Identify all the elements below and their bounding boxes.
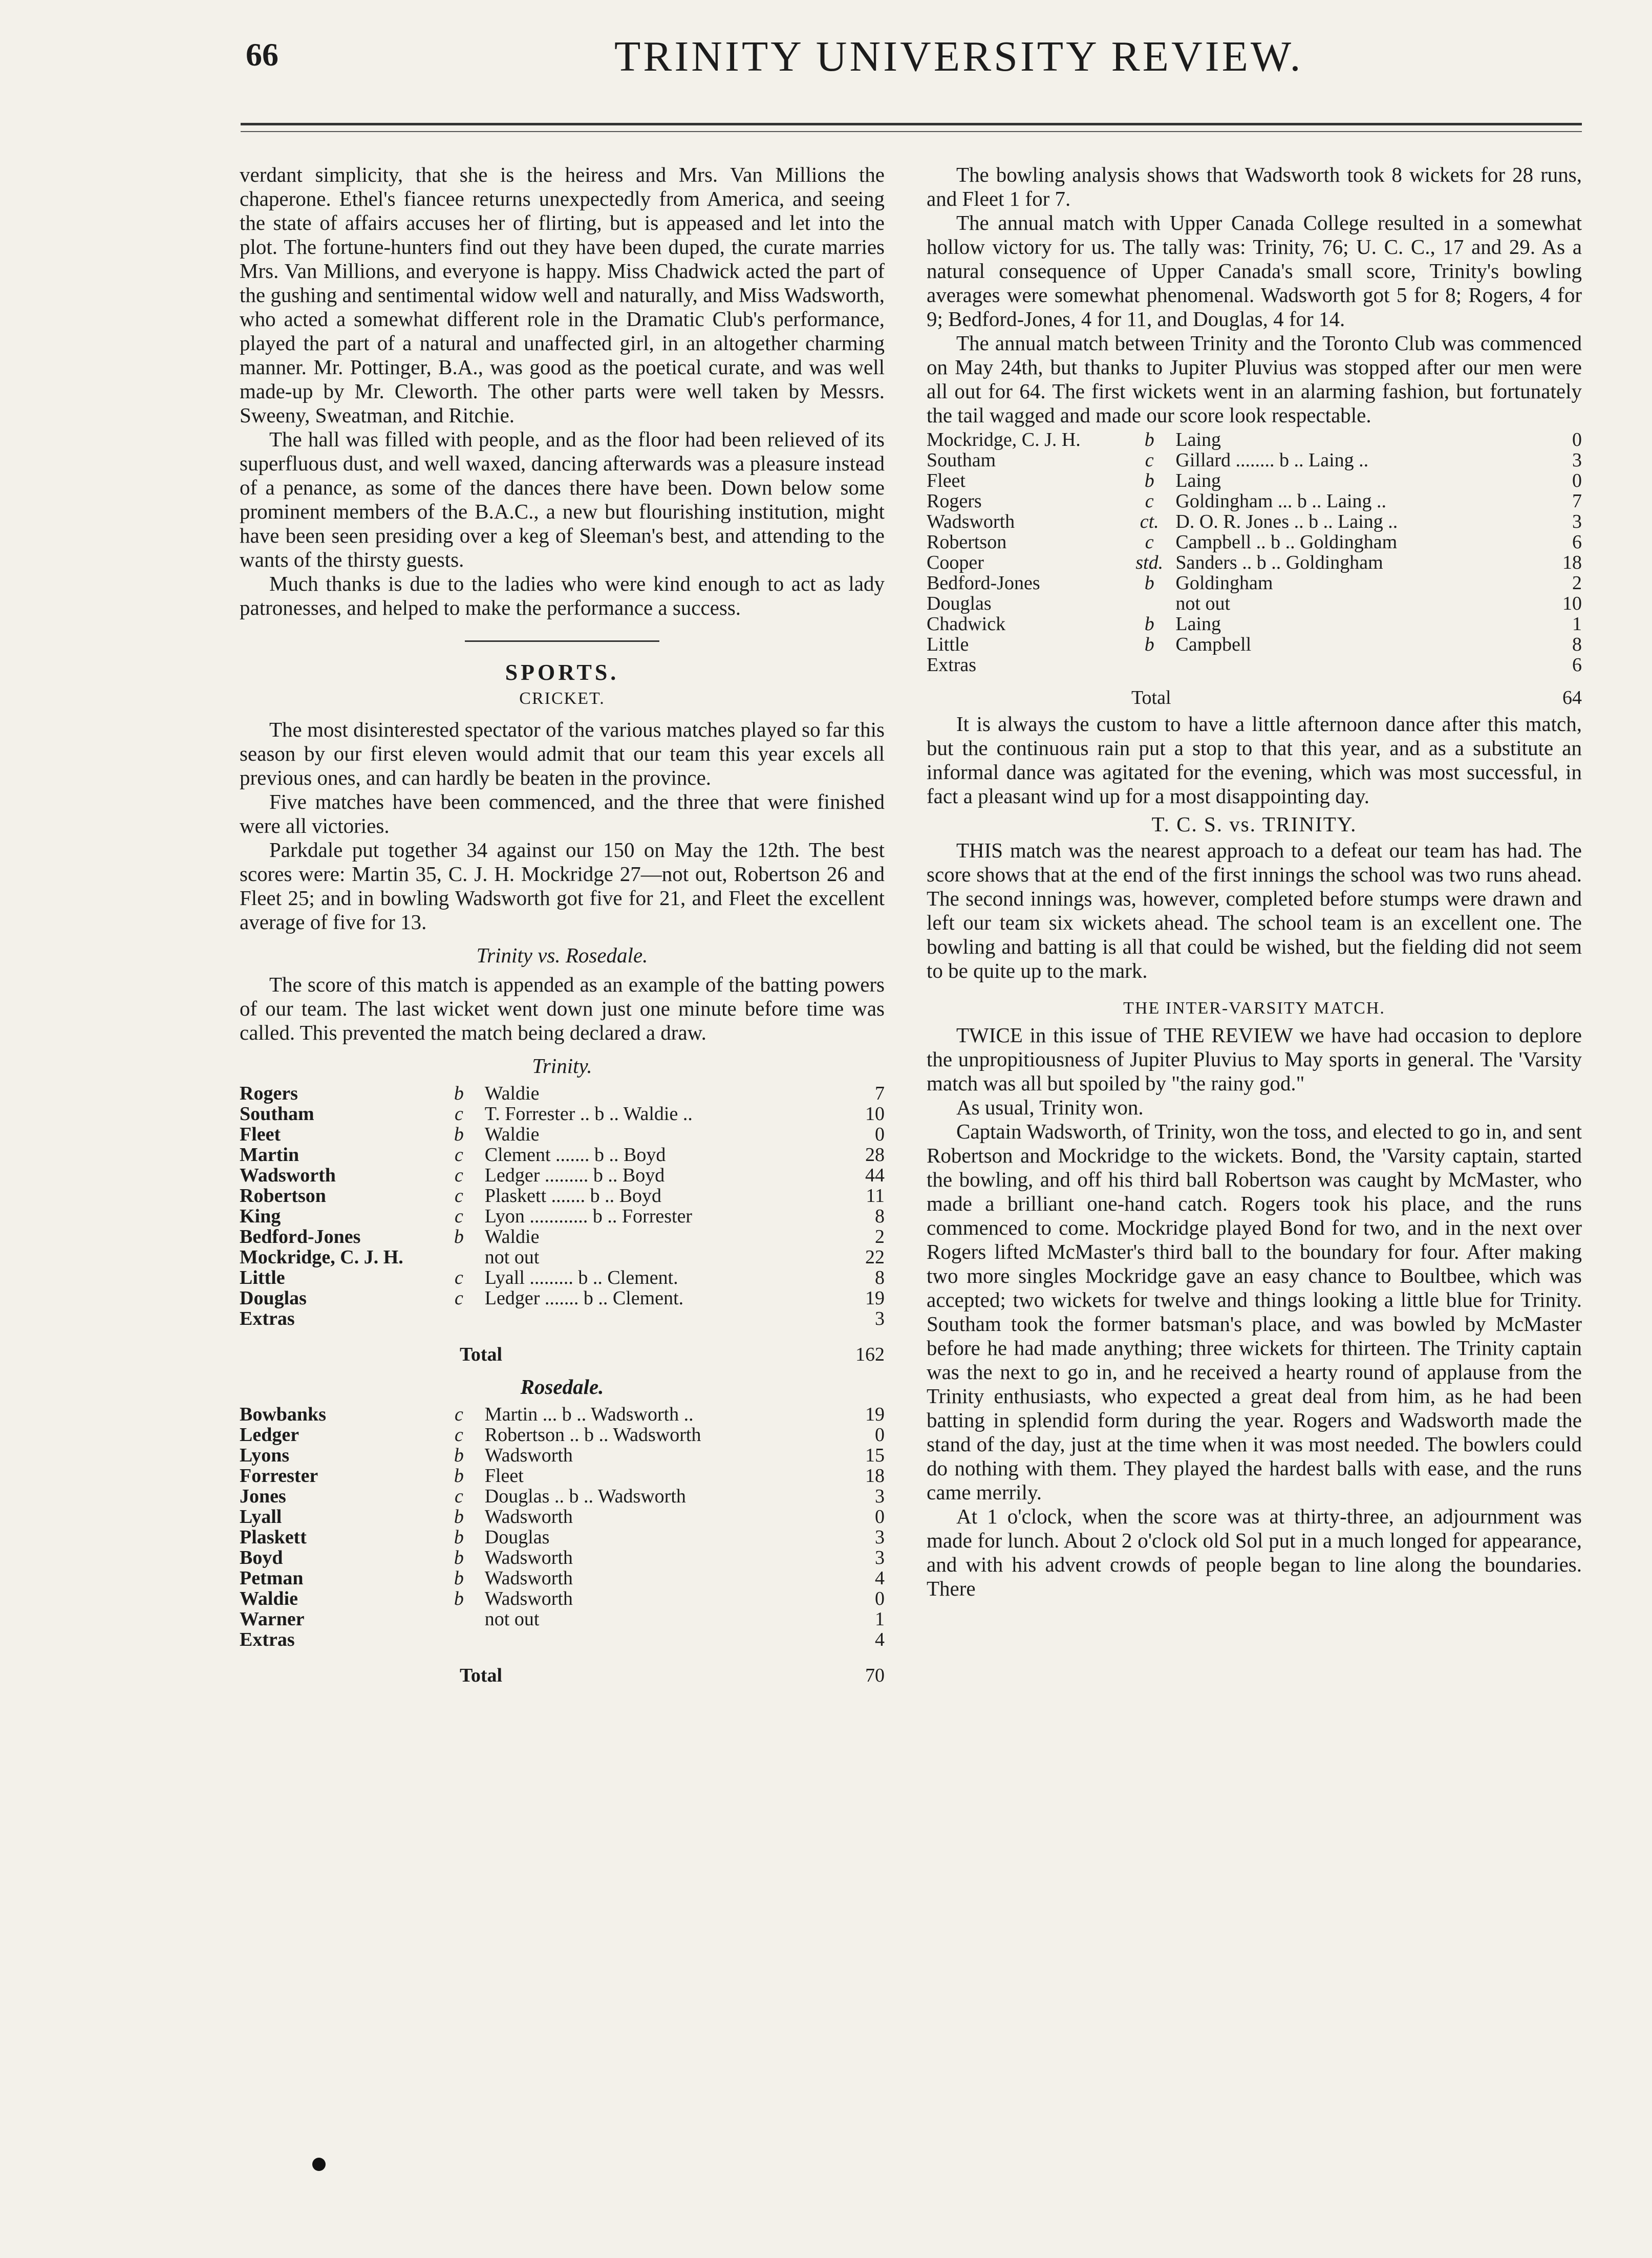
score-row [240,1145,885,1165]
score-row [240,1083,885,1104]
score-row [240,1527,885,1547]
paragraph: As usual, Trinity won. [956,1095,1144,1119]
batsman-name: Chadwick [927,613,1006,635]
dismissal-detail: T. Forrester .. b .. Waldie .. [484,1103,693,1125]
dismissal-detail: Lyall ......... b .. Clement. [484,1267,678,1288]
dismissal-type [433,1629,485,1650]
paragraph: The bowling analysis shows that Wadsworth took 8 wickets for 28 runs, and Fleet 1 for 7. [927,163,1582,210]
team-heading-rosedale: Rosedale. [520,1375,604,1399]
ink-spot [312,2158,326,2171]
runs: 44 [865,1165,885,1186]
score-row [240,1425,885,1445]
dismissal-type: b [454,1506,464,1528]
score-row [240,1547,885,1568]
runs: 19 [865,1404,885,1425]
dismissal-type: c [454,1144,463,1166]
total-row [240,1343,885,1366]
dismissal-detail: not out [1175,593,1231,614]
runs: 4 [875,1567,885,1589]
paragraph: The most disinterested spectator of the various matches played so far this season by our first eleven would admit that our team this year excels all previous ones, and can hardly be beaten in the province. [240,718,885,789]
dismissal-type: b [454,1445,464,1466]
paragraph: THIS match was the nearest approach to a defeat our team has had. The score shows that at the end of the first innings the school was two runs ahead. The second innings was, however, completed before stumps were drawn and left our team six wickets ahead. The school team is an excellent one. The bowling and batting is all that could be wished, but the fielding did not seem to be quite up to the mark. [927,838,1582,982]
batsman-name: Jones [240,1486,286,1507]
batsman-name: Forrester [240,1465,318,1487]
page-number: 66 [246,36,278,73]
score-row [927,491,1582,511]
score-row [927,655,1582,675]
batsman-name: Little [240,1267,285,1288]
dismissal-detail: Wadsworth [484,1588,573,1609]
score-row [240,1288,885,1308]
runs: 10 [865,1103,885,1125]
dismissal-type: b [454,1567,464,1589]
dismissal-detail: Sanders .. b .. Goldingham [1175,552,1383,573]
dismissal-type: ct. [1140,511,1159,532]
runs: 8 [1572,634,1582,655]
score-row [240,1165,885,1186]
total-value: 162 [855,1344,885,1365]
runs: 1 [1572,613,1582,635]
running-head: TRINITY UNIVERSITY REVIEW. [614,33,1303,80]
runs: 0 [875,1424,885,1446]
runs: 8 [875,1206,885,1227]
score-row [240,1206,885,1227]
batsman-name: Bedford-Jones [927,572,1040,594]
batsman-name: Warner [240,1608,305,1630]
batsman-name: Mockridge, C. J. H. [240,1246,403,1268]
batsman-name: Wadsworth [927,511,1015,532]
dismissal-detail: Waldie [484,1226,540,1248]
runs: 28 [865,1144,885,1166]
score-row [240,1186,885,1206]
dismissal-type [433,1609,485,1629]
dismissal-type: c [1145,449,1154,471]
runs: 10 [1562,593,1582,614]
score-row [927,614,1582,634]
dismissal-type: b [1144,634,1154,655]
dismissal-detail: D. O. R. Jones .. b .. Laing .. [1175,511,1398,532]
runs: 6 [1572,531,1582,553]
paragraph: Captain Wadsworth, of Trinity, won the toss, and elected to go in, and sent Robertson and Mockridge to the wickets. Bond, the 'Varsity captain, started the bowling, and off his third ball Robertson was caught by McMaster, who made a brilliant one-hand catch. Rogers took his place, and the runs commenced to come. Mockridge played Bond for two, and in the next over Rogers lifted McMaster's third ball to the boundary for four. After making two more singles Mockridge gave an easy chance to Boultbee, which was accepted; two wickets for twelve and things looking a little blue for Trinity. Southam took the former batsman's place, and was bowled by McMaster before he had made anything; three wickets for thirteen. The Trinity captain was the next to go in, and he received a hearty round of applause from the Trinity enthusiasts, who expected a great deal from him, as he had been batting in splendid form during the year. Rogers and Wadsworth made the stand of the day, just at the time when it was most needed. The bowlers could do nothing with them. They played the hardest balls with ease, and the runs came merrily. [927,1120,1582,1504]
runs: 8 [875,1267,885,1288]
batsman-name: Lyons [240,1445,290,1466]
runs: 3 [1572,511,1582,532]
dismissal-type: std. [1135,552,1164,573]
dismissal-type: b [454,1526,464,1548]
match-heading-intervarsity: THE INTER-VARSITY MATCH. [1123,999,1385,1018]
paragraph: Much thanks is due to the ladies who were kind enough to act as lady patronesses, and helped to make the performance a success. [240,572,885,619]
dismissal-detail: Ledger ....... b .. Clement. [484,1287,684,1309]
dismissal-detail [485,1629,833,1650]
total-value: 70 [865,1665,885,1686]
dismissal-detail: Wadsworth [484,1506,573,1528]
scorecard-trinity-toronto [927,429,1582,675]
runs: 2 [1572,572,1582,594]
score-row [927,429,1582,450]
dismissal-type: c [454,1185,463,1207]
paragraph: verdant simplicity, that she is the heiress and Mrs. Van Millions the chaperone. Ethel's fiancee returns unexpectedly from America, and seeing the state of affairs accuses her of flirting, but is appeased and let into the plot. The fortune-hunters find out they have been duped, the curate marries Mrs. Van Millions, and everyone is happy. Miss Chadwick acted the part of the gushing and sentimental widow well and naturally, and Miss Wadsworth, who acted a somewhat different role in the Dramatic Club's performance, played the part of a natural and unaffected girl, in an altogether charming manner. Mr. Pottinger, B.A., was good as the poetical curate, and was well made-up by Mr. Cleworth. The other parts were well taken by Messrs. Sweeny, Sweatman, and Ritchie. [240,163,885,427]
score-row [927,532,1582,552]
paragraph: The annual match with Upper Canada College resulted in a somewhat hollow victory for us. The tally was: Trinity, 76; U. C. C., 17 and 29. As a natural consequence of Upper Canada's small score, Trinity's bowling averages were somewhat phenomenal. Wadsworth got 5 for 8; Rogers, 4 for 9; Bedford-Jones, 4 for 11, and Douglas, 4 for 14. [927,211,1582,331]
batsman-name: Robertson [927,531,1007,553]
dismissal-detail: Goldingham ... b .. Laing .. [1175,490,1387,512]
runs: 3 [875,1308,885,1329]
dismissal-detail: not out [484,1608,540,1630]
dismissal-type: b [454,1124,464,1145]
score-row [927,634,1582,655]
paragraph: Five matches have been commenced, and the three that were finished were all victories. [240,790,885,837]
paragraph: The annual match between Trinity and the Toronto Club was commenced on May 24th, but thanks to Jupiter Pluvius was stopped after our men were all out for 64. The first wickets went in an alarming fashion, but fortunately the tail wagged and made our score look respectable. [927,331,1582,427]
batsman-name: Cooper [927,552,984,573]
dismissal-type: c [1145,490,1154,512]
paragraph: At 1 o'clock, when the score was at thirty-three, an adjournment was made for lunch. About 2 o'clock old Sol put in a much longed for appearance, and with his advent crowds of people began to line along the boundaries. There [927,1504,1582,1600]
score-row [927,450,1582,470]
batsman-name: Waldie [240,1588,298,1609]
section-divider [465,640,659,642]
runs: 3 [875,1547,885,1568]
batsman-name: Ledger [240,1424,299,1446]
dismissal-type: c [454,1424,463,1446]
total-label: Total [1131,687,1171,708]
dismissal-detail: Waldie [484,1124,540,1145]
batsman-name: Mockridge, C. J. H. [927,429,1081,450]
batsman-name: Fleet [240,1124,281,1145]
batsman-name: Robertson [240,1185,326,1207]
dismissal-detail: Gillard ........ b .. Laing .. [1175,449,1369,471]
runs: 11 [866,1185,885,1207]
dismissal-detail: Douglas [484,1526,550,1548]
score-row [240,1227,885,1247]
batsman-name: Wadsworth [240,1165,336,1186]
batsman-name: Martin [240,1144,299,1166]
runs: 15 [865,1445,885,1466]
batsman-name: Plaskett [240,1526,307,1548]
dismissal-type: c [454,1165,463,1186]
dismissal-type: c [454,1267,463,1288]
batsman-name: Petman [240,1567,304,1589]
dismissal-type: b [454,1083,464,1104]
dismissal-detail: Douglas .. b .. Wadsworth [484,1486,686,1507]
dismissal-type: b [1144,613,1154,635]
paragraph: The score of this match is appended as an example of the batting powers of our team. The last wicket went down just one minute before time was called. This prevented the match being declared a draw. [240,973,885,1044]
dismissal-detail: not out [484,1246,540,1268]
match-heading: Trinity vs. Rosedale. [476,943,648,967]
score-row [240,1404,885,1425]
score-row [240,1247,885,1267]
runs: 0 [1572,470,1582,491]
dismissal-detail: Lyon ............ b .. Forrester [484,1206,693,1227]
dismissal-detail: Goldingham [1175,572,1273,594]
dismissal-type: c [1145,531,1154,553]
score-row [240,1104,885,1124]
score-row [927,511,1582,532]
runs: 0 [1572,429,1582,450]
dismissal-detail: Wadsworth [484,1567,573,1589]
runs: 3 [875,1526,885,1548]
dismissal-detail: Martin ... b .. Wadsworth .. [484,1404,694,1425]
dismissal-type [433,1247,485,1267]
dismissal-detail: Laing [1175,613,1221,635]
batsman-name: Bedford-Jones [240,1226,361,1248]
dismissal-type: b [454,1226,464,1248]
batsman-name: Southam [240,1103,314,1125]
score-row [240,1267,885,1288]
runs: 18 [865,1465,885,1487]
dismissal-detail: Wadsworth [484,1445,573,1466]
dismissal-type: b [454,1588,464,1609]
score-row [240,1609,885,1629]
dismissal-type: b [1144,470,1154,491]
dismissal-detail: Robertson .. b .. Wadsworth [484,1424,701,1446]
dismissal-type: b [454,1547,464,1568]
runs: 7 [1572,490,1582,512]
dismissal-detail: Plaskett ....... b .. Boyd [484,1185,661,1207]
match-heading-tcs: T. C. S. vs. TRINITY. [1151,812,1357,836]
dismissal-detail: Campbell .. b .. Goldingham [1175,531,1398,553]
runs: 22 [865,1246,885,1268]
score-row [927,470,1582,491]
score-row [927,593,1582,614]
score-row [927,552,1582,573]
scorecard-trinity [240,1083,885,1329]
dismissal-detail: Ledger ......... b .. Boyd [484,1165,665,1186]
header-rule [241,123,1582,125]
runs: 3 [1572,449,1582,471]
left-column [240,163,885,1696]
scorecard-rosedale [240,1404,885,1650]
dismissal-detail: Fleet [484,1465,524,1487]
score-row [927,573,1582,593]
dismissal-type [1123,655,1175,675]
paragraph: The hall was filled with people, and as the floor had been relieved of its superfluous dust, and well waxed, dancing afterwards was a pleasure instead of a penance, as some of the dances there have been. Down below some prominent members of the B.A.C., a new but flourishing institution, might have been seen presiding over a keg of Sleeman's best, and attending to the wants of the thirsty guests. [240,427,885,571]
paragraph: It is always the custom to have a little afternoon dance after this match, but the continuous rain put a stop to that this year, and as a substitute an informal dance was agitated for the evening, which was most successful, in fact a pleasant wind up for a most disappointing day. [927,712,1582,808]
runs: 0 [875,1124,885,1145]
dismissal-type: c [454,1206,463,1227]
score-row [240,1466,885,1486]
section-heading-sports: SPORTS. [505,660,619,685]
dismissal-type: c [454,1287,463,1309]
dismissal-detail: Clement ....... b .. Boyd [484,1144,666,1166]
score-row [240,1124,885,1145]
batsman-name: Boyd [240,1547,283,1568]
score-row [240,1308,885,1329]
runs: 3 [875,1486,885,1507]
runs: 4 [875,1629,885,1650]
total-row [927,686,1582,709]
paragraph: TWICE in this issue of THE REVIEW we have had occasion to deplore the unpropitiousness of Jupiter Pluvius to May sports in general. The 'Varsity match was all but spoiled by "the rainy god." [927,1023,1582,1095]
paragraph: Parkdale put together 34 against our 150 on May the 12th. The best scores were: Martin 35, C. J. H. Mockridge 27—not out, Robertson 26 and Fleet 25; and in bowling Wadsworth got five for 21, and Fleet the excellent average of five for 13. [240,838,885,934]
score-row [240,1588,885,1609]
runs: 1 [875,1608,885,1630]
batsman-name: Bowbanks [240,1404,326,1425]
total-value: 64 [1562,687,1582,708]
score-row [240,1568,885,1588]
batsman-name: Lyall [240,1506,282,1528]
batsman-name: Extras [240,1629,295,1650]
dismissal-detail: Campbell [1175,634,1252,655]
team-heading-trinity: Trinity. [532,1054,592,1078]
batsman-name: Southam [927,449,996,471]
batsman-name: Extras [240,1308,295,1329]
score-row [240,1486,885,1507]
runs: 2 [875,1226,885,1248]
dismissal-type: c [454,1486,463,1507]
runs: 19 [865,1287,885,1309]
dismissal-detail: Laing [1175,470,1221,491]
dismissal-detail: Laing [1175,429,1221,450]
subheading-cricket: CRICKET. [519,689,605,708]
batsman-name: Fleet [927,470,966,491]
dismissal-type [433,1308,485,1329]
dismissal-type [1123,593,1175,614]
dismissal-type: b [1144,429,1154,450]
dismissal-detail: Wadsworth [484,1547,573,1568]
runs: 0 [875,1588,885,1609]
total-row [240,1664,885,1687]
runs: 0 [875,1506,885,1528]
runs: 6 [1572,654,1582,676]
dismissal-type: c [454,1404,463,1425]
score-row [240,1445,885,1466]
total-label: Total [460,1665,503,1686]
runs: 7 [875,1083,885,1104]
dismissal-type: c [454,1103,463,1125]
right-column [927,163,1582,1601]
batsman-name: Little [927,634,969,655]
score-row [240,1629,885,1650]
batsman-name: Douglas [927,593,992,614]
batsman-name: Rogers [240,1083,298,1104]
dismissal-type: b [454,1465,464,1487]
batsman-name: King [240,1206,281,1227]
runs: 18 [1562,552,1582,573]
dismissal-type: b [1144,572,1154,594]
dismissal-detail [1175,655,1529,675]
dismissal-detail: Waldie [484,1083,540,1104]
batsman-name: Rogers [927,490,982,512]
batsman-name: Douglas [240,1287,307,1309]
score-row [240,1507,885,1527]
dismissal-detail [485,1308,833,1329]
header-rule-thin [241,131,1582,132]
batsman-name: Extras [927,654,977,676]
total-label: Total [460,1344,503,1365]
